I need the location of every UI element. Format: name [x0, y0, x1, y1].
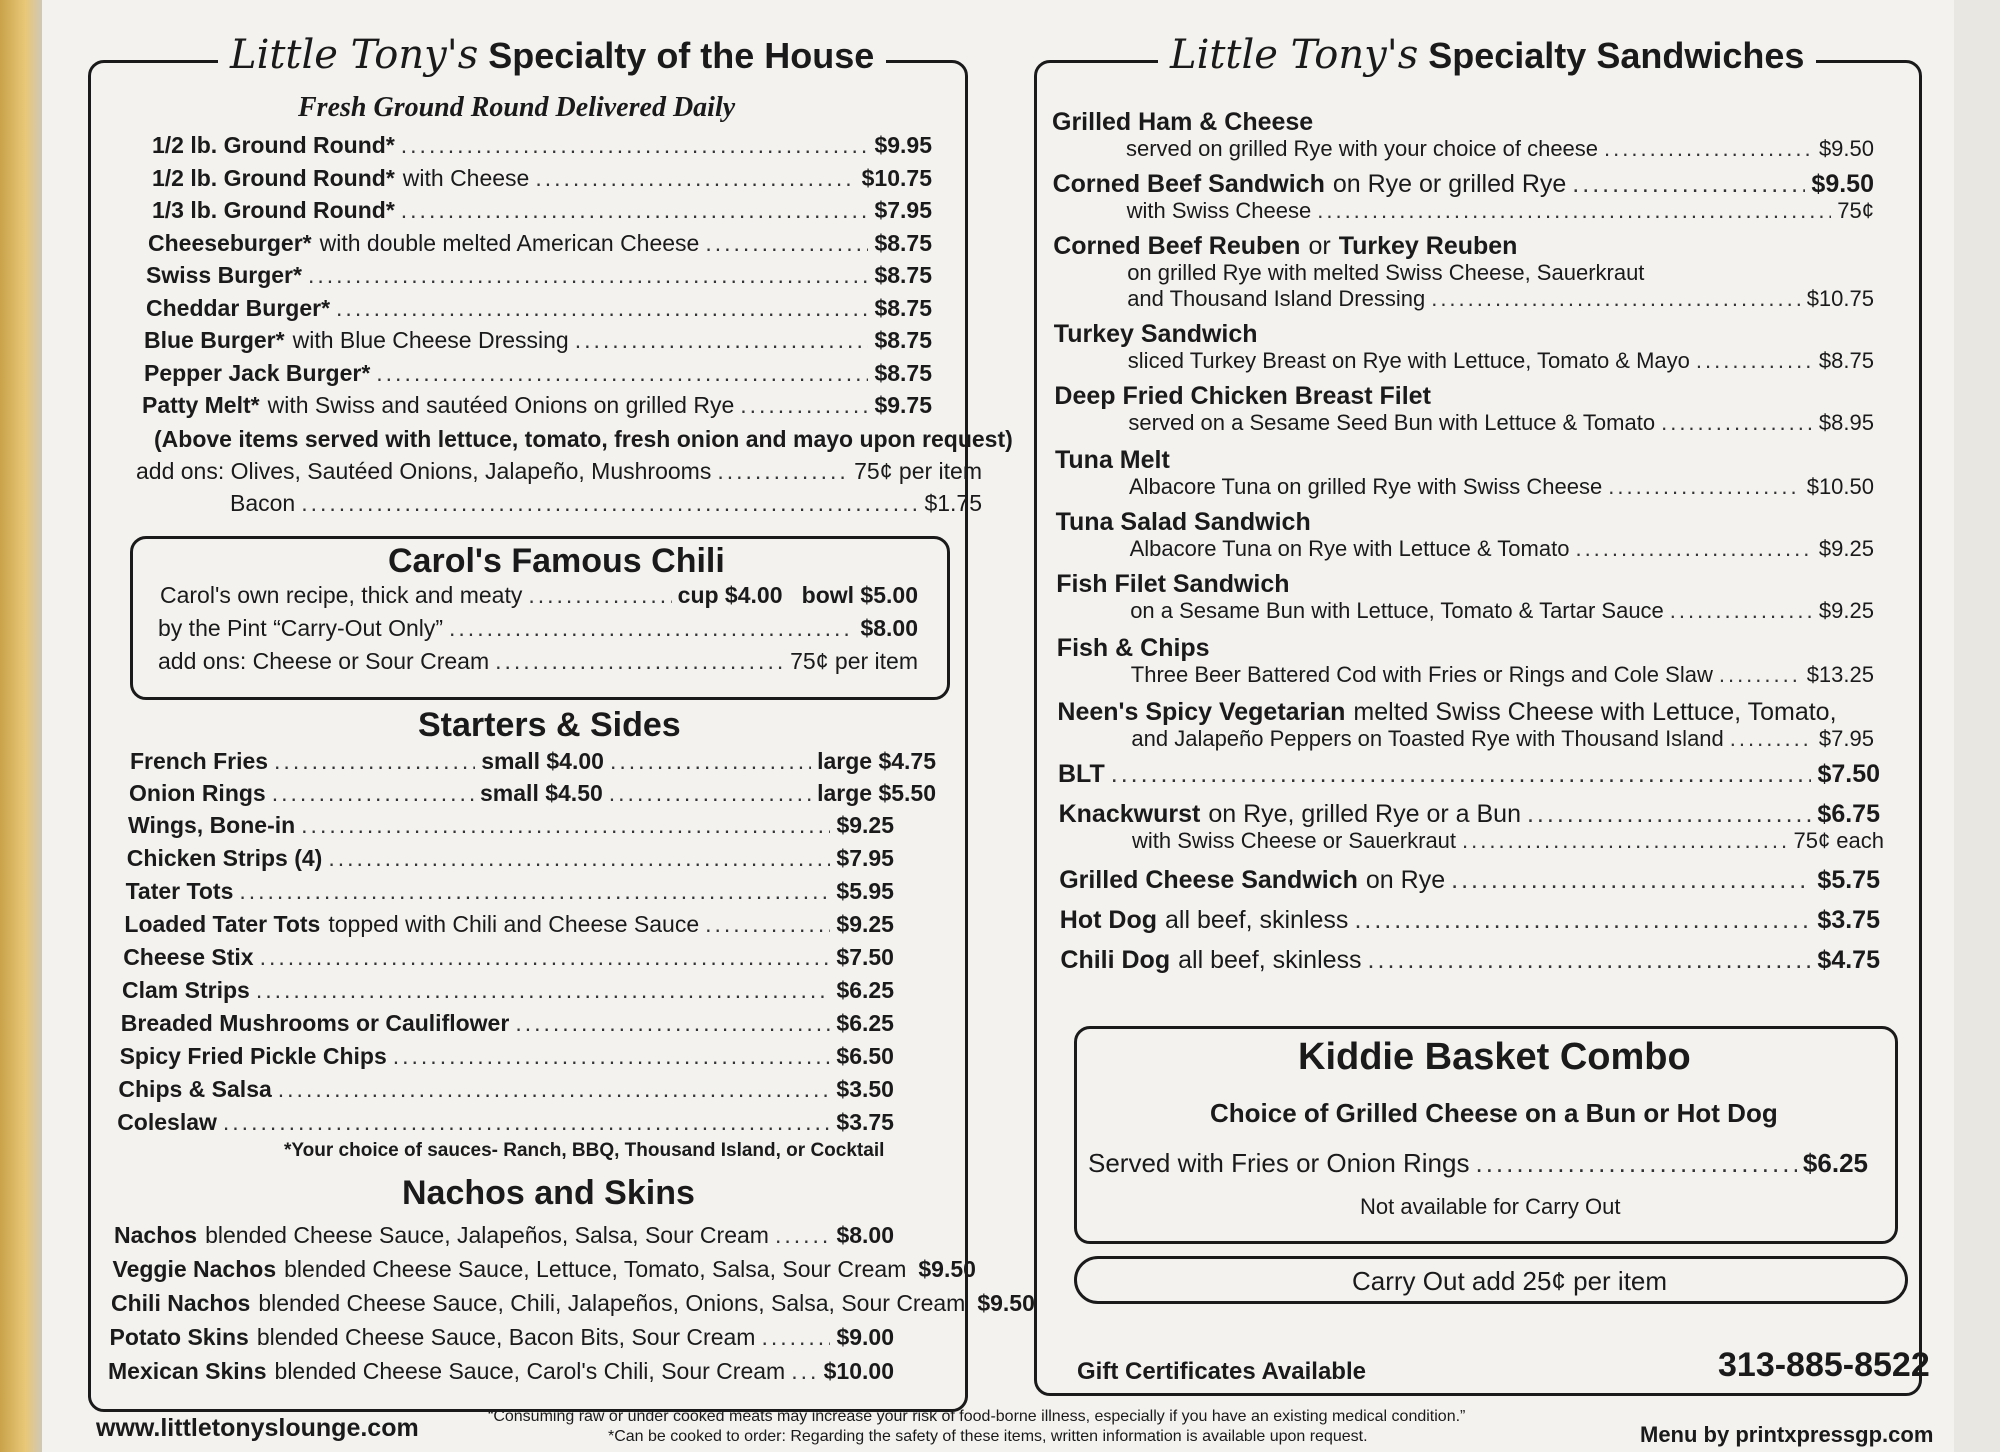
item-name: Wings, Bone-in [128, 812, 296, 838]
item-suffix: on Rye or grilled Rye [1332, 170, 1567, 198]
item-suffix: or [1308, 232, 1331, 260]
kiddie-choice: Choice of Grilled Cheese on a Bun or Hot Dog [1210, 1098, 1778, 1128]
item-name: Swiss Burger* [146, 262, 302, 288]
item-price: $6.25 [836, 1010, 894, 1036]
item-detail: with Swiss Cheese [1126, 198, 1312, 223]
leader-dots [791, 1358, 817, 1385]
item-desc: all beef, skinless [1178, 946, 1362, 974]
sandwich-detail-row [1128, 410, 1874, 436]
item-desc: with Cheese [402, 164, 530, 191]
item-detail: served on a Sesame Seed Bun with Lettuce & Tomato [1128, 410, 1656, 435]
sandwich-row [1054, 320, 1874, 349]
chili-row-3: add ons: Cheese or Sour Cream ..... 75¢ per item [158, 648, 918, 675]
sandwich-row [1052, 108, 1874, 137]
single-row [1060, 946, 1880, 975]
single-row [1059, 800, 1880, 829]
item-detail: Albacore Tuna on Rye with Lettuce & Tomato [1129, 536, 1570, 561]
item-detail: sliced Turkey Breast on Rye with Lettuce, Tomato & Mayo [1127, 348, 1690, 373]
item-desc: blended Cheese Sauce, Lettuce, Tomato, Salsa, Sour Cream [284, 1256, 907, 1282]
nacho-row [110, 1324, 895, 1351]
sandwich-detail-row [1130, 598, 1874, 624]
specialty-house-subtitle: Fresh Ground Round Delivered Daily [298, 92, 736, 123]
burger-row [144, 327, 932, 354]
starter-row [127, 845, 894, 872]
sandwich-row [1056, 508, 1874, 537]
item-price: $9.25 [1818, 598, 1874, 623]
leader-dots [1431, 286, 1800, 312]
item-name: Veggie Nachos [112, 1256, 277, 1282]
item-name: Knackwurst [1058, 800, 1201, 828]
item-price: $7.95 [836, 845, 894, 871]
leader-dots [535, 165, 855, 192]
leader-dots [1608, 474, 1800, 500]
leader-dots [1111, 760, 1812, 789]
starters-title: Starters & Sides [418, 706, 681, 744]
item-price: $9.50 [1811, 170, 1874, 198]
item-name: Neen's Spicy Vegetarian [1057, 698, 1346, 726]
item-price: $8.75 [1818, 348, 1874, 373]
leader-dots [1575, 536, 1812, 562]
item-price: $9.00 [836, 1324, 894, 1350]
nacho-row [112, 1256, 976, 1283]
item-detail: Albacore Tuna on grilled Rye with Swiss Cheese [1129, 474, 1603, 499]
item-suffix: melted Swiss Cheese with Lettuce, Tomato, [1353, 698, 1837, 726]
starter-row-sized [130, 748, 936, 775]
starter-row [118, 1076, 894, 1103]
item-name: Chicken Strips (4) [126, 845, 323, 871]
item-name: 1/3 lb. Ground Round* [152, 197, 395, 223]
nacho-row [111, 1290, 1035, 1317]
item-name: Grilled Ham & Cheese [1052, 108, 1314, 136]
leader-dots [1354, 906, 1811, 935]
leader-dots [256, 977, 831, 1004]
item-name: Tuna Salad Sandwich [1055, 508, 1311, 536]
starter-row [117, 1109, 894, 1136]
chili-title: Carol's Famous Chili [388, 542, 725, 580]
item-price: $7.95 [874, 197, 932, 223]
item-detail: on a Sesame Bun with Lettuce, Tomato & Tartar Sauce [1130, 598, 1664, 623]
sandwich-row [1057, 634, 1874, 663]
leader-dots [308, 262, 868, 289]
item-name: Hot Dog [1059, 906, 1157, 934]
burger-row [146, 295, 932, 322]
item-desc: on Rye [1365, 866, 1446, 894]
item-desc: all beef, skinless [1165, 906, 1349, 934]
leader-dots [775, 1222, 830, 1249]
leader-dots [1661, 410, 1813, 436]
item-name: Pepper Jack Burger* [144, 359, 371, 386]
leader-dots [260, 944, 831, 971]
item-price-small: small $4.00 [481, 748, 604, 774]
leader-dots [1451, 866, 1811, 895]
single-row [1060, 906, 1880, 935]
item-price: $9.25 [836, 812, 894, 838]
leader-dots [1527, 800, 1811, 829]
item-name: Patty Melt* [142, 392, 260, 418]
burger-row [148, 230, 932, 257]
item-price: 75¢ [1837, 198, 1874, 223]
item-price: $9.50 [977, 1290, 1035, 1316]
leader-dots [278, 1076, 831, 1103]
item-price: $7.95 [1818, 726, 1874, 751]
item-name: Tuna Melt [1055, 446, 1170, 474]
burger-row [152, 132, 932, 159]
warning-1: “Consuming raw or under cooked meats may increase your risk of food-borne illness, especially if you have an existing medical condition.” [488, 1408, 1466, 1425]
item-name: Cheddar Burger* [146, 294, 331, 321]
table-edge [0, 0, 42, 1452]
item-price: $9.75 [874, 392, 932, 418]
item-name-2: Turkey Reuben [1338, 232, 1518, 260]
item-detail: Three Beer Battered Cod with Fries or Rings and Cole Slaw [1130, 662, 1713, 687]
sandwich-row [1055, 446, 1874, 475]
item-price: $9.50 [1818, 136, 1874, 161]
item-price: $9.25 [836, 911, 894, 937]
chili-row-2: by the Pint “Carry-Out Only” ..... $8.00 [158, 615, 918, 642]
item-price: $13.25 [1806, 662, 1874, 687]
leader-dots [705, 230, 868, 257]
leader-dots [1317, 198, 1831, 224]
leader-dots [223, 1109, 831, 1136]
bacon-row: Bacon ..... $1.75 [230, 490, 982, 517]
starter-row [121, 1010, 894, 1037]
item-name: Fish Filet Sandwich [1056, 570, 1290, 598]
leader-dots [705, 911, 830, 938]
item-name: Chili Dog [1060, 946, 1171, 974]
leader-dots [1572, 170, 1805, 199]
item-price: $7.50 [1817, 760, 1880, 788]
item-detail: served on grilled Rye with your choice of cheese [1126, 136, 1599, 161]
item-name: BLT [1058, 760, 1105, 788]
item-name: Blue Burger* [144, 327, 285, 353]
item-name: Grilled Cheese Sandwich [1059, 866, 1358, 894]
item-name: Potato Skins [109, 1324, 249, 1350]
kiddie-title: Kiddie Basket Combo [1298, 1036, 1691, 1078]
nacho-row [108, 1358, 894, 1385]
sandwich-detail-row [1128, 348, 1874, 374]
sandwich-detail-row [1129, 474, 1874, 500]
leader-dots [610, 748, 811, 775]
item-name: Spicy Fried Pickle Chips [119, 1043, 387, 1069]
item-price: $10.50 [1806, 474, 1874, 499]
leader-dots [761, 1324, 830, 1351]
sandwich-detail-row [1130, 536, 1874, 562]
item-price: $3.75 [836, 1109, 894, 1135]
leader-dots [1730, 726, 1813, 752]
sandwich-detail-row [1127, 260, 1874, 286]
item-price: $8.75 [874, 229, 932, 256]
served-note: (Above items served with lettuce, tomato, fresh onion and mayo upon request) [154, 426, 1013, 452]
kiddie-served: Served with Fries or Onion Rings ..... $6.25 [1088, 1148, 1868, 1179]
leader-dots [740, 392, 868, 419]
burger-row [142, 392, 932, 419]
starter-row [124, 911, 894, 938]
item-desc: topped with Chili and Cheese Sauce [328, 911, 700, 937]
item-price: $8.75 [874, 359, 932, 386]
item-price: $8.75 [874, 327, 932, 353]
menu-page [42, 0, 1954, 1452]
item-name: Turkey Sandwich [1053, 320, 1258, 348]
burger-row [146, 262, 932, 289]
leader-dots [401, 197, 869, 224]
sandwich-row [1056, 570, 1874, 599]
item-price: $8.75 [874, 294, 932, 321]
item-name: Cheeseburger* [148, 229, 312, 256]
warning-2: *Can be cooked to order: Regarding the safety of these items, written information is available upon request. [608, 1428, 1368, 1445]
leader-dots [272, 780, 474, 807]
starter-row-sized [129, 780, 936, 807]
nacho-row [114, 1222, 894, 1249]
sandwich-row [1053, 232, 1874, 261]
starter-row [120, 1043, 894, 1070]
item-name: Clam Strips [122, 977, 250, 1003]
item-name: Corned Beef Sandwich [1052, 170, 1325, 198]
item-price: $3.75 [1817, 906, 1880, 934]
item-price: $10.75 [861, 164, 932, 191]
leader-dots [376, 360, 868, 387]
burger-row [152, 197, 932, 224]
leader-dots [274, 748, 475, 775]
leader-dots [1670, 598, 1813, 624]
item-price-small: small $4.50 [480, 780, 603, 806]
leader-dots [609, 780, 811, 807]
item-name: Nachos [114, 1222, 198, 1248]
burger-row [152, 165, 932, 192]
leader-dots [239, 878, 830, 905]
item-price: $7.50 [836, 944, 894, 970]
gift-certificates: Gift Certificates Available [1077, 1358, 1366, 1385]
phone-number: 313-885-8522 [1718, 1346, 1930, 1384]
item-detail: on grilled Rye with melted Swiss Cheese, Sauerkraut [1127, 260, 1645, 285]
knackwurst-detail-row [1132, 828, 1884, 854]
item-detail: and Jalapeño Peppers on Toasted Rye with Thousand Island [1131, 726, 1724, 751]
item-detail: and Thousand Island Dressing [1127, 286, 1426, 311]
leader-dots [336, 295, 868, 322]
leader-dots [393, 1043, 831, 1070]
sandwich-row [1053, 170, 1874, 199]
item-name: Chili Nachos [111, 1290, 251, 1316]
leader-dots [515, 1010, 830, 1037]
carryout-text: Carry Out add 25¢ per item [1352, 1266, 1668, 1296]
leader-dots [301, 812, 830, 839]
item-price: $10.00 [823, 1358, 894, 1384]
starter-row [126, 878, 894, 905]
item-name: Chips & Salsa [118, 1076, 272, 1102]
sandwiches-title: Little Tony's Specialty Sandwiches [1158, 32, 1816, 78]
leader-dots [1462, 828, 1787, 854]
sandwich-detail-row [1126, 136, 1874, 162]
item-price: $10.75 [1806, 286, 1874, 311]
item-price: $9.50 [918, 1256, 976, 1282]
item-name: Tater Tots [125, 878, 234, 904]
item-price: $6.50 [836, 1043, 894, 1069]
single-row [1059, 866, 1880, 895]
item-price: $8.95 [1818, 410, 1874, 435]
addons-row: add ons: Olives, Sautéed Onions, Jalapeño, Mushrooms ..... 75¢ per item [136, 458, 982, 485]
starter-row [122, 977, 894, 1004]
item-desc: blended Cheese Sauce, Chili, Jalapeños, Onions, Salsa, Sour Cream [258, 1290, 966, 1316]
sandwich-detail-row [1131, 662, 1874, 688]
item-name: French Fries [130, 748, 269, 774]
item-desc: with Blue Cheese Dressing [292, 327, 569, 353]
sandwich-detail-row [1131, 726, 1874, 752]
item-price: $5.75 [1817, 866, 1880, 894]
leader-dots [401, 132, 869, 159]
leader-dots [575, 327, 869, 354]
sandwich-row [1054, 382, 1874, 411]
item-desc: blended Cheese Sauce, Bacon Bits, Sour Cream [256, 1324, 756, 1350]
item-price-large: large $4.75 [817, 748, 937, 774]
specialty-house-title: Little Tony's Specialty of the House [218, 32, 886, 78]
sandwich-row [1057, 698, 1874, 727]
item-desc: on Rye, grilled Rye or a Bun [1208, 800, 1521, 828]
leader-dots [328, 845, 830, 872]
sauce-note: *Your choice of sauces- Ranch, BBQ, Thousand Island, or Cocktail [284, 1140, 885, 1161]
item-price: $6.75 [1817, 800, 1880, 828]
starter-row [128, 812, 894, 839]
leader-dots [1719, 662, 1801, 688]
item-price: $4.75 [1817, 946, 1880, 974]
leader-dots [1368, 946, 1812, 975]
item-name: Loaded Tater Tots [124, 911, 321, 937]
website: www.littletonyslounge.com [96, 1414, 419, 1442]
item-name: Cheese Stix [123, 944, 254, 970]
item-price: $6.25 [836, 977, 894, 1003]
menu-credit: Menu by printxpressgp.com [1640, 1422, 1934, 1447]
item-name: Fish & Chips [1056, 634, 1210, 662]
item-name: Deep Fried Chicken Breast Filet [1054, 382, 1431, 410]
item-price: $9.25 [1818, 536, 1874, 561]
item-name: Coleslaw [117, 1109, 217, 1135]
item-price: $8.75 [874, 262, 932, 288]
leader-dots [1604, 136, 1813, 162]
item-name: 1/2 lb. Ground Round* [152, 164, 395, 191]
single-row [1058, 760, 1880, 789]
burger-row [144, 360, 932, 387]
item-price: $8.00 [836, 1222, 894, 1248]
item-price-large: large $5.50 [817, 780, 936, 806]
item-name: 1/2 lb. Ground Round* [152, 132, 395, 158]
sandwich-detail-row [1127, 198, 1874, 224]
nachos-title: Nachos and Skins [402, 1174, 695, 1212]
sandwich-detail-row [1127, 286, 1874, 312]
item-name: Breaded Mushrooms or Cauliflower [120, 1010, 510, 1036]
kiddie-note: Not available for Carry Out [1360, 1194, 1621, 1219]
item-price: $3.50 [836, 1076, 894, 1102]
chili-row-1: Carol's own recipe, thick and meaty ..... cup $4.00 bowl $5.00 [160, 582, 918, 609]
item-desc: blended Cheese Sauce, Carol's Chili, Sour Cream [274, 1358, 786, 1384]
item-detail: with Swiss Cheese or Sauerkraut [1132, 828, 1457, 853]
item-name: Corned Beef Reuben [1053, 232, 1301, 260]
item-name: Mexican Skins [108, 1358, 267, 1384]
item-desc: with double melted American Cheese [319, 229, 700, 256]
item-desc: blended Cheese Sauce, Jalapeños, Salsa, Sour Cream [205, 1222, 769, 1248]
adjacent-page [1954, 0, 2000, 1452]
leader-dots [1696, 348, 1813, 374]
item-price: $5.95 [836, 878, 894, 904]
item-name: Onion Rings [129, 780, 266, 806]
starter-row [123, 944, 894, 971]
item-price: 75¢ each [1793, 828, 1884, 853]
item-price: $9.95 [874, 132, 932, 158]
item-desc: with Swiss and sautéed Onions on grilled Rye [267, 392, 735, 418]
